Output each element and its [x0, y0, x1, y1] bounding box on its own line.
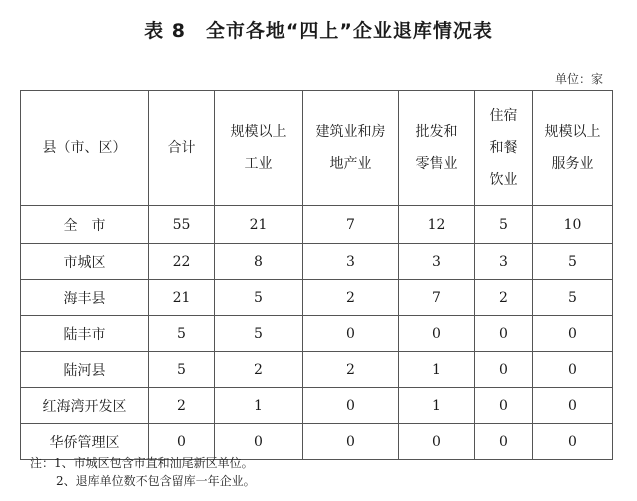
value-cell: 21 — [215, 206, 303, 244]
value-cell: 0 — [303, 316, 399, 352]
column-header-line: 服务业 — [551, 156, 594, 172]
value-cell: 55 — [149, 206, 215, 244]
region-cell: 海丰县 — [21, 280, 149, 316]
column-header-line: 饮业 — [489, 172, 518, 188]
value-cell: 2 — [475, 280, 533, 316]
value-cell: 0 — [533, 352, 613, 388]
value-cell: 12 — [399, 206, 475, 244]
region-cell: 陆丰市 — [21, 316, 149, 352]
value-cell: 3 — [303, 244, 399, 280]
column-header-line: 零售业 — [415, 156, 458, 172]
value-cell: 0 — [533, 388, 613, 424]
table-row — [21, 388, 613, 424]
column-header — [475, 91, 533, 206]
value-cell: 8 — [215, 244, 303, 280]
value-cell: 21 — [149, 280, 215, 316]
column-header-line: 住宿 — [489, 108, 518, 124]
value-cell: 3 — [475, 244, 533, 280]
value-cell: 2 — [303, 280, 399, 316]
unit-label: 单位：家 — [554, 72, 603, 86]
value-cell: 0 — [533, 316, 613, 352]
column-header — [149, 91, 215, 206]
table-title: 表 8 全市各地“四上”企业退库情况表 — [144, 20, 493, 42]
value-cell: 2 — [303, 352, 399, 388]
region-cell: 陆河县 — [21, 352, 149, 388]
value-cell: 0 — [533, 424, 613, 460]
column-header-line: 建筑业和房 — [315, 124, 386, 140]
column-header — [303, 91, 399, 206]
value-cell: 5 — [533, 280, 613, 316]
region-cell: 全 市 — [21, 206, 149, 244]
table-row — [21, 280, 613, 316]
value-cell: 0 — [475, 352, 533, 388]
value-cell: 7 — [399, 280, 475, 316]
footnote-1: 注：1、市城区包含市直和汕尾新区单位。 — [30, 456, 254, 470]
region-cell: 红海湾开发区 — [21, 388, 149, 424]
value-cell: 5 — [215, 280, 303, 316]
header-row — [21, 91, 613, 206]
column-header-line: 和餐 — [489, 140, 518, 156]
value-cell: 2 — [215, 352, 303, 388]
value-cell: 3 — [399, 244, 475, 280]
table-row — [21, 244, 613, 280]
value-cell: 1 — [399, 388, 475, 424]
value-cell: 0 — [303, 388, 399, 424]
value-cell: 0 — [475, 388, 533, 424]
table-row — [21, 316, 613, 352]
value-cell: 22 — [149, 244, 215, 280]
value-cell: 5 — [533, 244, 613, 280]
table-body — [21, 206, 613, 460]
value-cell: 0 — [399, 424, 475, 460]
column-header-line: 工业 — [244, 156, 273, 172]
region-cell: 华侨管理区 — [21, 424, 149, 460]
column-header — [21, 91, 149, 206]
value-cell: 7 — [303, 206, 399, 244]
column-header-line: 规模以上 — [544, 124, 601, 140]
footnote-2: 2、退库单位数不包含留库一年企业。 — [56, 474, 256, 488]
value-cell: 1 — [215, 388, 303, 424]
column-header — [533, 91, 613, 206]
value-cell: 5 — [475, 206, 533, 244]
column-header — [399, 91, 475, 206]
column-header-line: 合计 — [167, 140, 196, 156]
value-cell: 0 — [149, 424, 215, 460]
table-row — [21, 352, 613, 388]
value-cell: 2 — [149, 388, 215, 424]
column-header-line: 规模以上 — [230, 124, 287, 140]
value-cell: 5 — [215, 316, 303, 352]
value-cell: 10 — [533, 206, 613, 244]
value-cell: 1 — [399, 352, 475, 388]
value-cell: 0 — [303, 424, 399, 460]
value-cell: 5 — [149, 352, 215, 388]
value-cell: 5 — [149, 316, 215, 352]
value-cell: 0 — [475, 316, 533, 352]
table-row — [21, 206, 613, 244]
value-cell: 0 — [399, 316, 475, 352]
exit-enterprise-table — [20, 90, 613, 460]
column-header-line: 批发和 — [415, 124, 458, 140]
value-cell: 0 — [215, 424, 303, 460]
region-cell: 市城区 — [21, 244, 149, 280]
column-header-line: 地产业 — [329, 156, 372, 172]
column-header — [215, 91, 303, 206]
value-cell: 0 — [475, 424, 533, 460]
footnotes — [30, 454, 256, 490]
column-header-line: 县（市、区） — [42, 140, 127, 156]
